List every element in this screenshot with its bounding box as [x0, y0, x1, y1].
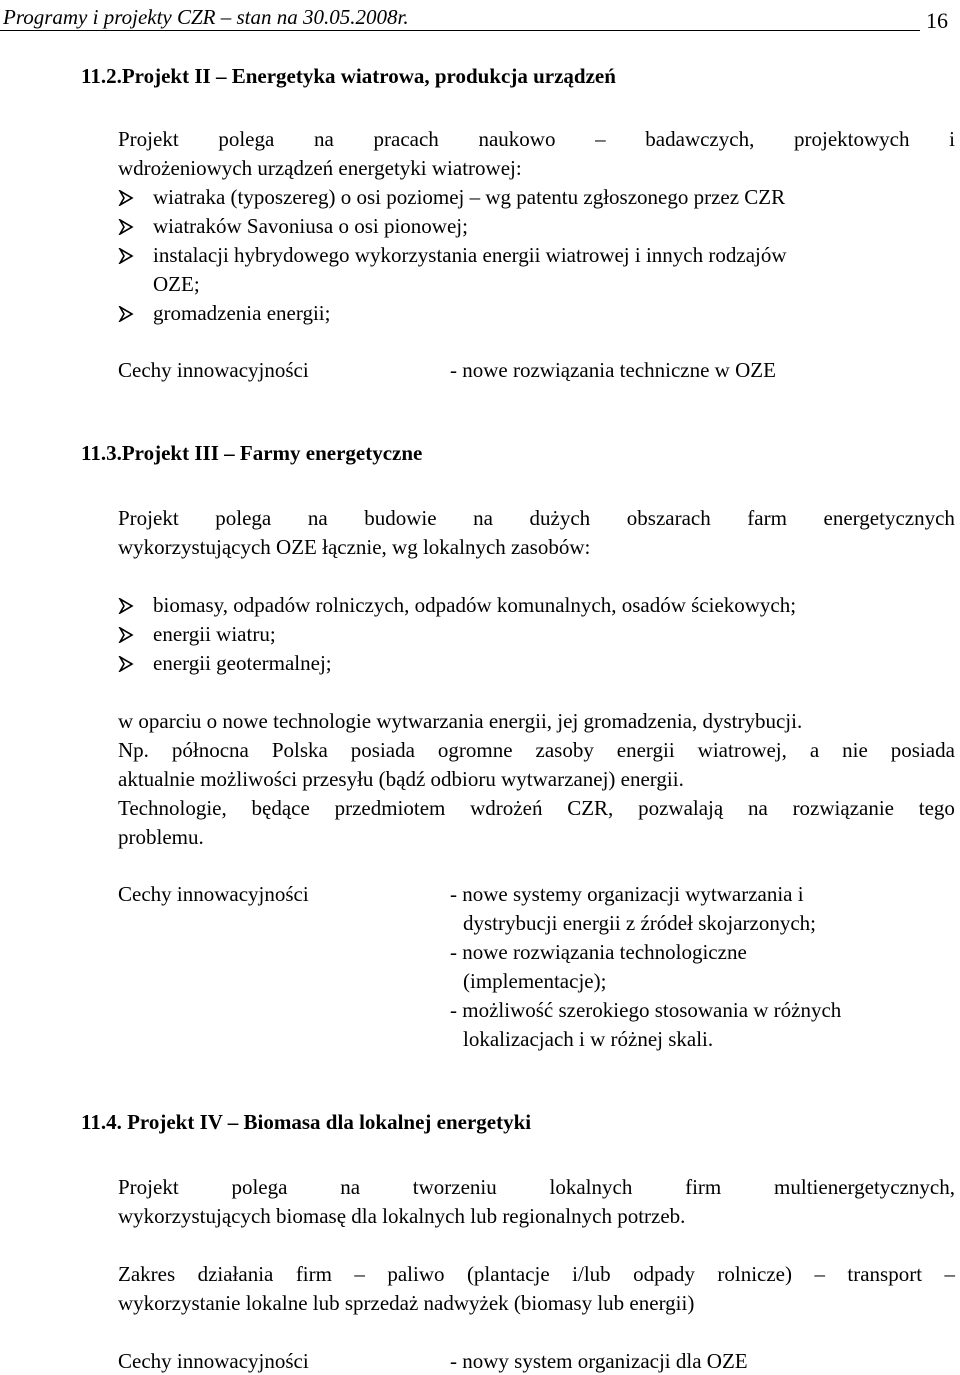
list-item-text: wiatraków Savoniusa o osi pionowej;: [153, 214, 468, 238]
list-item-text: instalacji hybrydowego wykorzystania energii wiatrowej i innych rodzajów: [153, 243, 787, 267]
list-item: [118, 185, 785, 210]
section-heading-11-2: 11.2.Projekt II – Energetyka wiatrowa, produkcja urządzeń: [81, 64, 616, 88]
word: lokalnych: [549, 1175, 633, 1199]
word: odpady: [633, 1262, 695, 1286]
word: i/lub: [572, 1262, 611, 1286]
paragraph-line: [118, 1262, 955, 1287]
innovation-item-continuation: dystrybucji energii z źródeł skojarzonych;: [463, 911, 817, 935]
arrowhead-bullet-icon: [118, 656, 134, 672]
word: tworzeniu: [412, 1175, 497, 1199]
word: posiada: [890, 738, 955, 762]
list-item-continuation: OZE;: [153, 272, 200, 296]
paragraph-line: [118, 1175, 955, 1200]
innovation-item-continuation: lokalizacjach i w różnej skali.: [463, 1027, 714, 1051]
word: Polska: [271, 738, 328, 762]
word: polega: [215, 506, 272, 530]
innovation-item-continuation: (implementacje);: [463, 969, 607, 993]
word: Technologie,: [118, 796, 227, 820]
word: projektowych: [794, 127, 910, 151]
word: przedmiotem: [334, 796, 446, 820]
word: na: [340, 1175, 361, 1199]
word: na: [747, 796, 768, 820]
arrowhead-bullet-icon: [118, 627, 134, 643]
innovation-item: - nowe rozwiązania technologiczne: [450, 940, 747, 964]
list-item: [118, 622, 276, 647]
innovation-label: Cechy innowacyjności: [118, 1349, 309, 1373]
word: i: [949, 127, 955, 151]
word: na: [307, 506, 328, 530]
page-number: 16: [926, 8, 948, 33]
word: a: [809, 738, 820, 762]
word: multienergetycznych,: [774, 1175, 955, 1199]
word: wiatrowej,: [697, 738, 787, 762]
word: energii: [616, 738, 675, 762]
word: CZR,: [567, 796, 614, 820]
word: Projekt: [118, 506, 179, 530]
word: firm: [685, 1175, 722, 1199]
word: północna: [171, 738, 249, 762]
innovation-value: - nowe rozwiązania techniczne w OZE: [450, 358, 776, 382]
word: Projekt: [118, 127, 179, 151]
paragraph-line: wykorzystujących OZE łącznie, wg lokalnych zasobów:: [118, 535, 591, 559]
list-item: [118, 243, 787, 268]
word: badawczych,: [645, 127, 755, 151]
word: na: [314, 127, 334, 151]
word: Projekt: [118, 1175, 179, 1199]
word: posiada: [350, 738, 415, 762]
word: nie: [842, 738, 868, 762]
list-item-text: wiatraka (typoszereg) o osi poziomej – wg patentu zgłoszonego przez CZR: [153, 185, 786, 209]
word: paliwo: [387, 1262, 445, 1286]
word: dużych: [529, 506, 591, 530]
word: (plantacje: [466, 1262, 550, 1286]
word: farm: [747, 506, 787, 530]
list-item: [118, 214, 468, 239]
paragraph-line: [118, 738, 955, 763]
word: –: [354, 1262, 365, 1286]
word: rolnicze): [717, 1262, 792, 1286]
word: wdrożeń: [470, 796, 543, 820]
section-heading-11-3: 11.3.Projekt III – Farmy energetyczne: [81, 441, 423, 465]
word: polega: [231, 1175, 288, 1199]
word: –: [595, 127, 606, 151]
word: polega: [218, 127, 275, 151]
word: rozwiązanie: [792, 796, 894, 820]
arrowhead-bullet-icon: [118, 248, 134, 264]
word: działania: [197, 1262, 274, 1286]
paragraph-line: wdrożeniowych urządzeń energetyki wiatrowej:: [118, 156, 522, 180]
list-item-text: gromadzenia energii;: [153, 301, 331, 325]
list-item: [118, 301, 330, 326]
paragraph-line: aktualnie możliwości przesyłu (bądź odbioru wytwarzanej) energii.: [118, 767, 684, 791]
paragraph-line: wykorzystanie lokalne lub sprzedaż nadwyżek (biomasy lub energii): [118, 1291, 695, 1315]
word: energetycznych: [823, 506, 955, 530]
word: budowie: [364, 506, 437, 530]
word: naukowo: [478, 127, 556, 151]
word: pozwalają: [638, 796, 724, 820]
arrowhead-bullet-icon: [118, 190, 134, 206]
paragraph-line: w oparciu o nowe technologie wytwarzania energii, jej gromadzenia, dystrybucji.: [118, 709, 803, 733]
arrowhead-bullet-icon: [118, 598, 134, 614]
list-item: [118, 651, 332, 676]
word: będące: [251, 796, 310, 820]
paragraph-line: [118, 506, 955, 531]
paragraph-line: problemu.: [118, 825, 204, 849]
list-item-text: biomasy, odpadów rolniczych, odpadów komunalnych, osadów ściekowych;: [153, 593, 797, 617]
innovation-label: Cechy innowacyjności: [118, 882, 309, 906]
paragraph-line: [118, 127, 955, 152]
word: Np.: [118, 738, 149, 762]
word: zasoby: [535, 738, 594, 762]
innovation-item: - nowe systemy organizacji wytwarzania i: [450, 882, 804, 906]
word: obszarach: [626, 506, 711, 530]
list-item-text: energii wiatru;: [153, 622, 276, 646]
section-heading-11-4: 11.4. Projekt IV – Biomasa dla lokalnej energetyki: [81, 1110, 532, 1134]
list-item-text: energii geotermalnej;: [153, 651, 332, 675]
innovation-item: - możliwość szerokiego stosowania w różnych: [450, 998, 842, 1022]
word: firm: [295, 1262, 332, 1286]
list-item: [118, 593, 796, 618]
arrowhead-bullet-icon: [118, 306, 134, 322]
word: transport: [847, 1262, 923, 1286]
innovation-value: - nowy system organizacji dla OZE: [450, 1349, 748, 1373]
innovation-label: Cechy innowacyjności: [118, 358, 309, 382]
header-rule: [0, 30, 920, 31]
word: tego: [918, 796, 955, 820]
word: pracach: [373, 127, 439, 151]
arrowhead-bullet-icon: [118, 219, 134, 235]
word: –: [944, 1262, 955, 1286]
paragraph-line: [118, 796, 955, 821]
paragraph-line: wykorzystujących biomasę dla lokalnych lub regionalnych potrzeb.: [118, 1204, 686, 1228]
word: na: [473, 506, 493, 530]
word: –: [814, 1262, 825, 1286]
word: ogromne: [437, 738, 513, 762]
word: Zakres: [118, 1262, 176, 1286]
page-header-title: Programy i projekty CZR – stan na 30.05.2008r.: [3, 5, 409, 29]
